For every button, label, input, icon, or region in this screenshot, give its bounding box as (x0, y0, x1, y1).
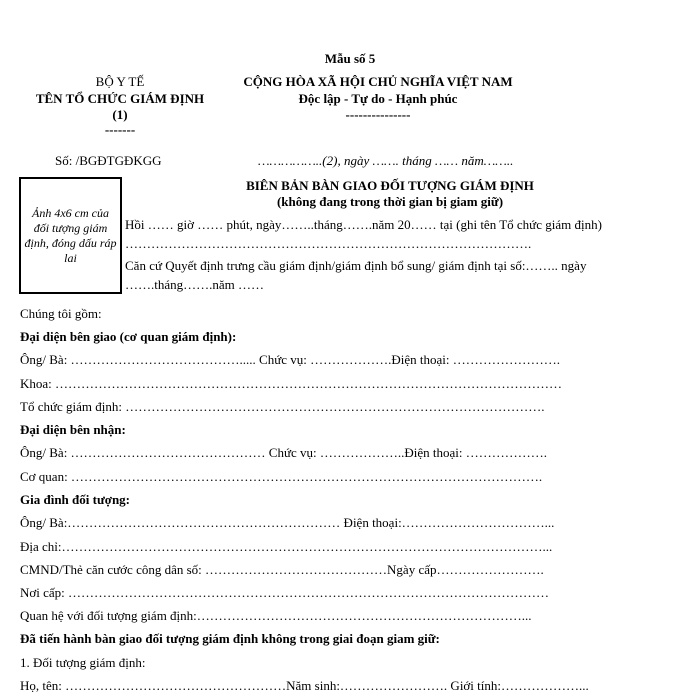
organization-name: TÊN TỔ CHỨC GIÁM ĐỊNH (35, 91, 205, 106)
document-title: BIÊN BẢN BÀN GIAO ĐỐI TƯỢNG GIÁM ĐỊNH (246, 178, 534, 193)
family-address-line: Địa chỉ:…………………………………………………………………………………………………... (20, 539, 553, 554)
document-subtitle: (không đang trong thời gian bị giam giữ) (276, 194, 504, 209)
giver-name-line: Ông/ Bà: …………………………………..... Chức vụ: ……………….Điện thoại: ……………………. (20, 352, 561, 367)
country-name: CỘNG HÒA XÃ HỘI CHỦ NGHĨA VIỆT NAM (243, 74, 513, 89)
organization-note: (1) (112, 107, 128, 122)
family-heading: Gia đình đối tượng: (20, 492, 131, 507)
handover-heading: Đã tiến hành bàn giao đối tượng giám định không trong giai đoạn giam giữ: (20, 631, 440, 646)
national-motto: Độc lập - Tự do - Hạnh phúc (298, 91, 458, 106)
document-number: Số: /BGĐTGĐKGG (55, 153, 162, 168)
receiver-heading: Đại diện bên nhận: (20, 422, 126, 437)
giver-department-line: Khoa: ……………………………………………………………………………………………………… (20, 376, 563, 391)
subject-name-line: Họ, tên: ……………………………………………Năm sinh:……………………. Giới tính:………………... (20, 678, 589, 693)
family-name-line: Ông/ Bà:……………………………………………………… Điện thoại:……………………………... (20, 515, 555, 530)
form-number: Mẫu số 5 (324, 51, 376, 66)
family-relation-line: Quan hệ với đối tượng giám định:…………………………………………………………………... (20, 608, 532, 623)
receiver-agency-line: Cơ quan: ………………………………………………………………………………………………. (20, 469, 543, 484)
photo-placeholder: Ảnh 4x6 cm của đối tượng giám định, đóng dấu ráp lai (19, 177, 122, 294)
subject-heading: 1. Đối tượng giám định: (20, 655, 146, 670)
right-divider: --------------- (345, 107, 411, 122)
giver-organization-line: Tổ chức giám định: ……………………………………………………………………………………. (20, 399, 545, 414)
intro-time-place: Hồi …… giờ …… phút, ngày……..tháng…….năm 20…… tại (ghi tên Tổ chức giám định) …………………………………………………………………………………. (125, 217, 602, 251)
giver-heading: Đại diện bên giao (cơ quan giám định): (20, 329, 237, 344)
we-are-label: Chúng tôi gồm: (20, 306, 102, 321)
place-date: ……………..(2), ngày ……. tháng …… năm…….. (258, 153, 514, 168)
receiver-name-line: Ông/ Bà: ……………………………………… Chức vụ: ………………..Điện thoại: ………………. (20, 445, 548, 460)
intro-basis: Căn cứ Quyết định trưng cầu giám định/giám định bổ sung/ giám định tại số:…….. ngày …….tháng…….năm …… (125, 258, 587, 292)
left-divider: ------- (104, 122, 136, 137)
family-issued-place-line: Nơi cấp: ………………………………………………………………………………………………… (20, 585, 550, 600)
ministry-name: BỘ Y TẾ (95, 74, 145, 89)
family-id-line: CMND/Thẻ căn cước công dân số: ……………………………………Ngày cấp……………………. (20, 562, 544, 577)
